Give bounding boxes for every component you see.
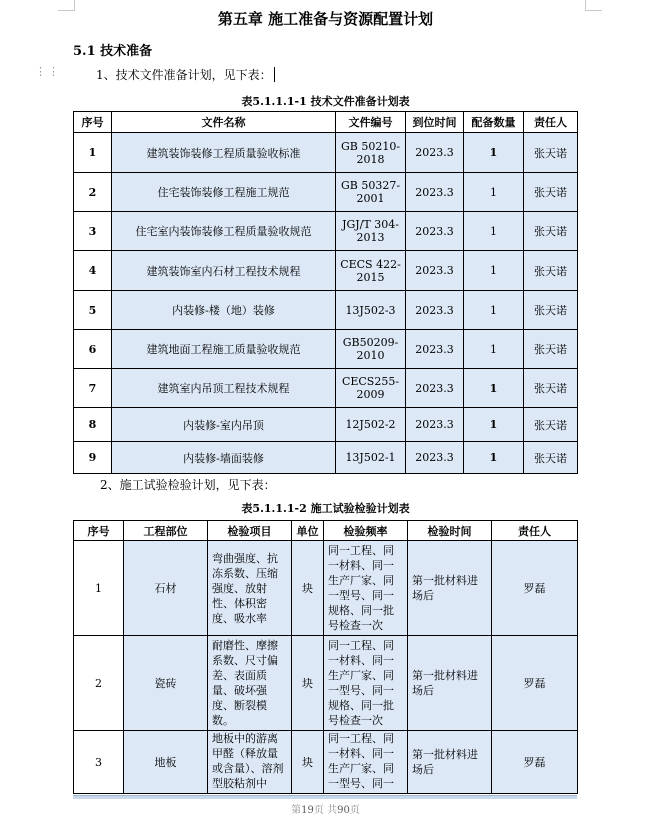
footer-suffix: 页 [349,805,360,816]
table-cell: 弯曲强度、抗冻系数、压缩强度、放射性、体积密度、吸水率 [208,541,292,636]
column-header: 检验时间 [408,521,492,541]
table-cell: 住宅装饰装修工程施工规范 [112,173,336,212]
table-cell: 地板中的游离甲醛（释放量或含量）、溶剂型胶粘剂中 [208,731,292,794]
table-row [74,636,578,731]
table-cell: 2 [74,173,112,212]
table-cell: JGJ/T 304-2013 [336,212,406,251]
table-cell: 耐磨性、摩擦系数、尺寸偏差、表面质量、破坏强度、断裂模数。 [208,636,292,731]
table-cell: 张天诺 [524,330,578,369]
table-cell: 2023.3 [406,212,464,251]
table-cell: 6 [74,330,112,369]
table-cell: 第一批材料进场后 [408,636,492,731]
table-cell: 罗磊 [492,541,578,636]
table-row [74,330,578,369]
table-cell: GB 50327-2001 [336,173,406,212]
table-cell: 同一工程、同一材料、同一生产厂家、同一型号、同一规格、同一批号检查一次 [324,541,408,636]
table-row [74,251,578,291]
table-row [74,408,578,442]
paragraph-1[interactable] [96,66,275,83]
column-header: 配备数量 [464,112,524,133]
column-header: 单位 [292,521,324,541]
table-header-row [74,112,578,133]
table-cell: 2023.3 [406,133,464,173]
table-cell: 2023.3 [406,173,464,212]
table-cell: 内装修-楼（地）装修 [112,291,336,330]
table-cell: 石材 [124,541,208,636]
table1-caption: 表5.1.1.1-1 技术文件准备计划表 [241,95,410,108]
table-cell: 2 [74,636,124,731]
paragraph-1-text: 1、技术文件准备计划，见下表： [96,68,272,82]
table-cell: 1 [464,212,524,251]
column-header: 检验频率 [324,521,408,541]
table-cell: 1 [464,442,524,474]
column-header: 责任人 [524,112,578,133]
table-cell: 建筑室内吊顶工程技术规程 [112,369,336,408]
table-cell: 地板 [124,731,208,794]
column-header: 文件名称 [112,112,336,133]
table-cell: 张天诺 [524,442,578,474]
table-cell: 内装修-墙面装修 [112,442,336,474]
table-cell: 1 [74,133,112,173]
table-cell: 7 [74,369,112,408]
table-cell: CECS255-2009 [336,369,406,408]
table-cell: 1 [464,251,524,291]
table-cell: 块 [292,731,324,794]
table-cell: 张天诺 [524,408,578,442]
column-header: 责任人 [492,521,578,541]
table-cell: 张天诺 [524,369,578,408]
footer-prefix: 第 [291,805,302,816]
section-heading: 5.1 技术准备 [73,44,153,59]
table-cell: 8 [74,408,112,442]
table-row [74,442,578,474]
table-cell: 2023.3 [406,369,464,408]
table-cell: 张天诺 [524,251,578,291]
table-cell: 2023.3 [406,408,464,442]
table-cell: 张天诺 [524,212,578,251]
table-cell: 内装修-室内吊顶 [112,408,336,442]
test-inspection-table [73,520,578,794]
paragraph-2[interactable]: 2、施工试验检验计划，见下表： [100,478,276,492]
table-cell: 块 [292,541,324,636]
table-cell: 3 [74,731,124,794]
table-cell: 2023.3 [406,330,464,369]
table-header-row [74,521,578,541]
column-header: 文件编号 [336,112,406,133]
table-row [74,133,578,173]
table-cell: GB50209-2010 [336,330,406,369]
table-cell: 块 [292,636,324,731]
footer-rule [73,795,577,799]
table-cell: 13J502-1 [336,442,406,474]
table-row [74,541,578,636]
drag-handle-icon[interactable]: ⋮⋮ [35,65,61,78]
page-number: 19 [301,805,314,816]
table-cell: 4 [74,251,112,291]
table-cell: 1 [464,133,524,173]
page-total: 90 [337,805,350,816]
column-header: 序号 [74,112,112,133]
column-header: 工程部位 [124,521,208,541]
column-header: 序号 [74,521,124,541]
column-header: 到位时间 [406,112,464,133]
table-row [74,291,578,330]
table-cell: 12J502-2 [336,408,406,442]
table-cell: 1 [464,408,524,442]
table-cell: 第一批材料进场后 [408,541,492,636]
column-header: 检验项目 [208,521,292,541]
text-cursor [274,67,275,82]
table-cell: 1 [464,291,524,330]
page-footer [0,801,651,816]
table-cell: 1 [464,330,524,369]
table-cell: 住宅室内装饰装修工程质量验收规范 [112,212,336,251]
table-cell: 瓷砖 [124,636,208,731]
table-cell: 2023.3 [406,251,464,291]
table-cell: 罗磊 [492,731,578,794]
table-cell: 罗磊 [492,636,578,731]
footer-mid: 页 共 [313,805,338,816]
table-cell: 第一批材料进场后 [408,731,492,794]
table-cell: 2023.3 [406,442,464,474]
table-cell: 5 [74,291,112,330]
table-cell: 1 [464,173,524,212]
table-cell: 3 [74,212,112,251]
table-cell: 建筑装饰装修工程质量验收标准 [112,133,336,173]
table-cell: 1 [464,369,524,408]
table-row [74,731,578,794]
table-cell: 张天诺 [524,173,578,212]
table-cell: 张天诺 [524,133,578,173]
table-row [74,173,578,212]
table-cell: 1 [74,541,124,636]
table-row [74,369,578,408]
document-prep-table [73,111,578,474]
table-cell: 建筑地面工程施工质量验收规范 [112,330,336,369]
table-cell: CECS 422-2015 [336,251,406,291]
table-cell: 同一工程、同一材料、同一生产厂家、同一型号、同一规格、同一批号检查一次 [324,636,408,731]
table-cell: 同一工程、同一材料、同一生产厂家、同一型号、同一 [324,731,408,794]
table-cell: 2023.3 [406,291,464,330]
table-cell: 张天诺 [524,291,578,330]
table-row [74,212,578,251]
table-cell: 9 [74,442,112,474]
table2-caption: 表5.1.1.1-2 施工试验检验计划表 [241,502,410,515]
chapter-title: 第五章 施工准备与资源配置计划 [217,10,434,28]
table-cell: 13J502-3 [336,291,406,330]
table-cell: GB 50210-2018 [336,133,406,173]
table-cell: 建筑装饰室内石材工程技术规程 [112,251,336,291]
